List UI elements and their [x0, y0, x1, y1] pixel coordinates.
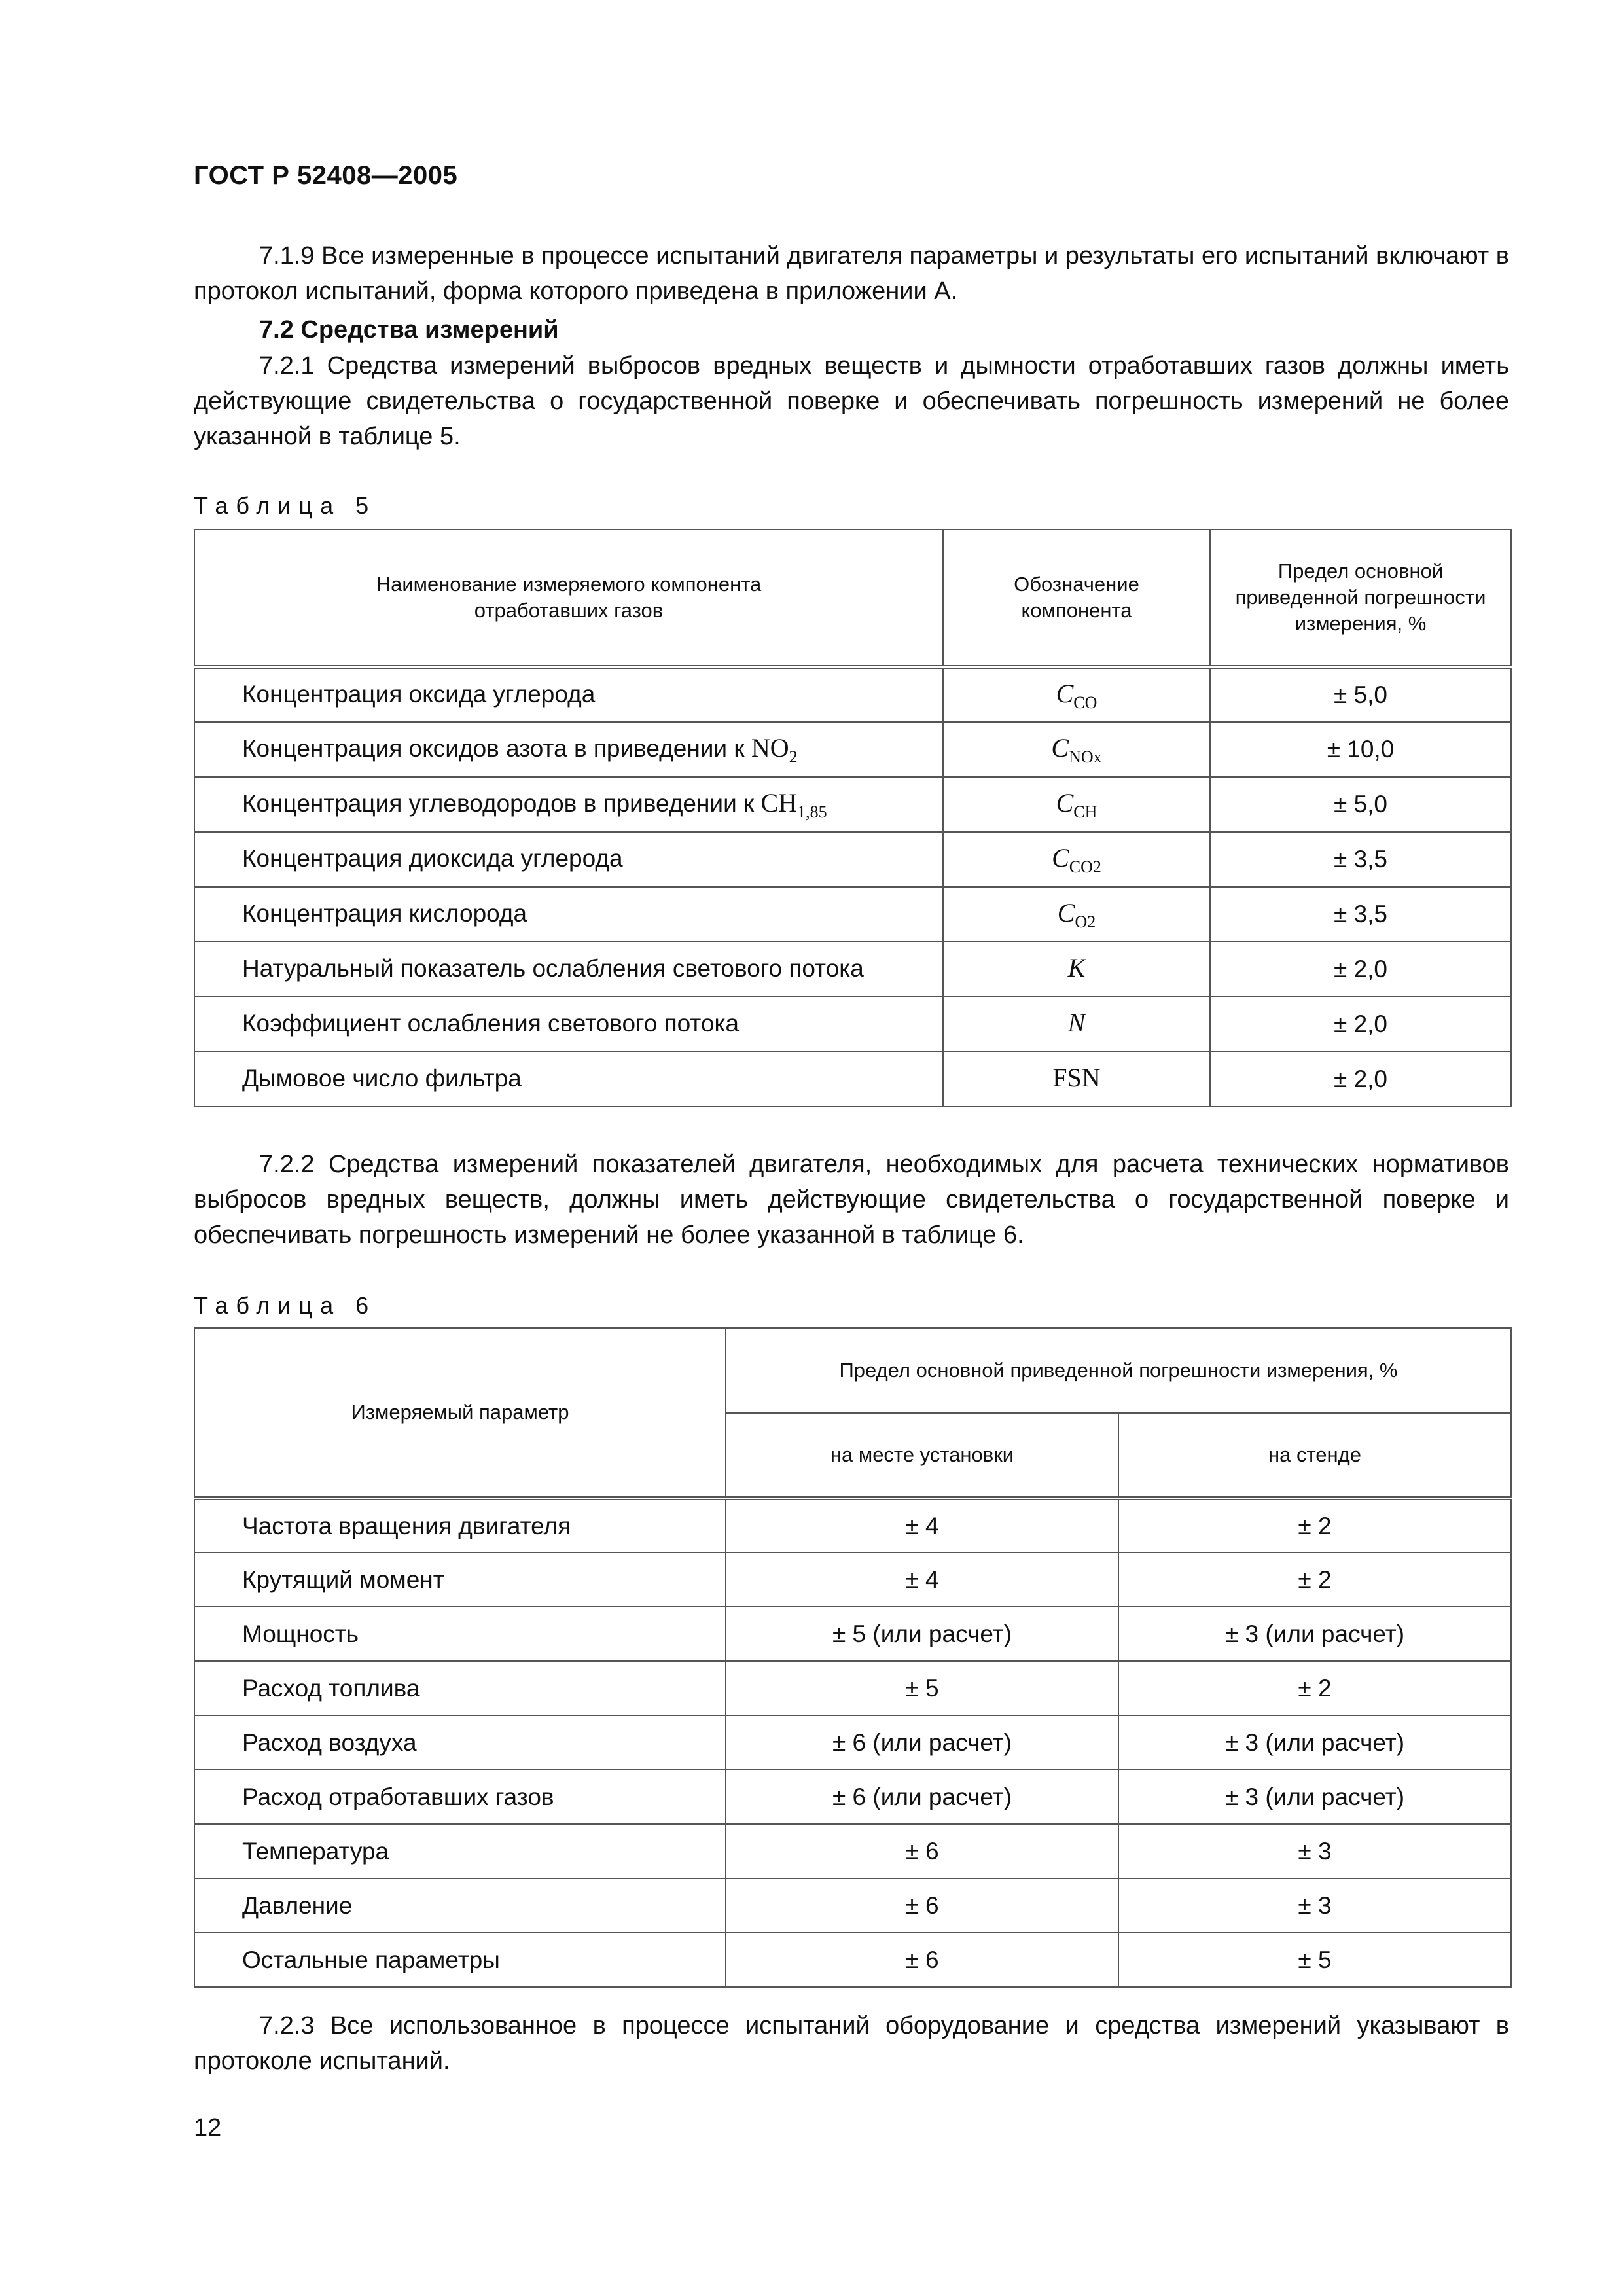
- error-value: ± 2,0: [1210, 1052, 1511, 1107]
- onsite-error-value: ± 6: [726, 1878, 1118, 1933]
- onsite-error-value: ± 6 (или расчет): [726, 1770, 1118, 1824]
- table-5-header-row: [194, 529, 1511, 667]
- component-symbol: $C_{NOx}$: [943, 722, 1210, 777]
- table-row: [194, 667, 1511, 722]
- onsite-error-value: ± 6: [726, 1933, 1118, 1987]
- bench-error-value: ± 3: [1118, 1824, 1511, 1878]
- onsite-error-value: ± 5: [726, 1661, 1118, 1715]
- error-value: ± 5,0: [1210, 667, 1511, 722]
- page-number: 12: [194, 2114, 222, 2142]
- table-5-header-error: Предел основной приведенной погрешности измерения, %: [1210, 529, 1511, 667]
- paragraph-7-2-3-text: 7.2.3 Все использованное в процессе испытаний оборудование и средства измерений указывают в протоколе испытаний.: [194, 2012, 1509, 2075]
- table-row: [194, 1052, 1511, 1107]
- component-name: Концентрация оксида углерода: [194, 667, 943, 722]
- component-symbol: K: [943, 942, 1210, 997]
- table-6-header-bench: на стенде: [1118, 1413, 1511, 1498]
- paragraph-7-2-2: [194, 1147, 1509, 1253]
- paragraph-7-1-9: [194, 238, 1509, 309]
- table-row: [194, 832, 1511, 887]
- bench-error-value: ± 3 (или расчет): [1118, 1770, 1511, 1824]
- component-symbol: $C_{CO2}$: [943, 832, 1210, 887]
- table-row: [194, 1770, 1511, 1824]
- table-row: [194, 1715, 1511, 1770]
- component-symbol: N: [943, 997, 1210, 1052]
- table-row: [194, 1878, 1511, 1933]
- component-symbol: $C_{CO}$: [943, 667, 1210, 722]
- table-row: [194, 1933, 1511, 1987]
- table-row: [194, 887, 1511, 942]
- component-symbol: FSN: [943, 1052, 1210, 1107]
- error-value: ± 2,0: [1210, 942, 1511, 997]
- table-5-header-name: Наименование измеряемого компонента отработавших газов: [194, 529, 943, 667]
- table-6: [194, 1327, 1512, 1988]
- error-value: ± 3,5: [1210, 887, 1511, 942]
- error-value: ± 2,0: [1210, 997, 1511, 1052]
- table-row: [194, 722, 1511, 777]
- paragraph-7-2-3: [194, 2008, 1509, 2079]
- table-5: [194, 529, 1512, 1107]
- onsite-error-value: ± 6: [726, 1824, 1118, 1878]
- table-row: [194, 777, 1511, 832]
- paragraph-7-2-1-text: 7.2.1 Средства измерений выбросов вредных веществ и дымности отработавших газов должны иметь действующие свидетельства о государственной поверке и обеспечивать погрешность измерений не более указанной в таблице 5.: [194, 352, 1509, 450]
- paragraph-7-2-2-text: 7.2.2 Средства измерений показателей двигателя, необходимых для расчета технических нормативов выбросов вредных веществ, должны иметь действующие свидетельства о государственной поверке и обеспечивать погрешность измерений не более указанной в таблице 6.: [194, 1151, 1509, 1249]
- table-row: [194, 1661, 1511, 1715]
- onsite-error-value: ± 4: [726, 1552, 1118, 1607]
- paragraph-7-1-9-text: 7.1.9 Все измеренные в процессе испытаний двигателя параметры и результаты его испытаний включают в протокол испытаний, форма которого приведена в приложении А.: [194, 242, 1509, 305]
- component-symbol: $C_{O2}$: [943, 887, 1210, 942]
- table-row: [194, 1498, 1511, 1552]
- parameter-name: Расход топлива: [194, 1661, 726, 1715]
- table-row: [194, 1824, 1511, 1878]
- bench-error-value: ± 5: [1118, 1933, 1511, 1987]
- table-row: [194, 1552, 1511, 1607]
- table-6-header-row-1: [194, 1328, 1511, 1413]
- table-row: [194, 1607, 1511, 1661]
- table-6-header-param: Измеряемый параметр: [194, 1328, 726, 1498]
- table-6-header-onsite: на месте установки: [726, 1413, 1118, 1498]
- parameter-name: Температура: [194, 1824, 726, 1878]
- bench-error-value: ± 2: [1118, 1552, 1511, 1607]
- document-code: ГОСТ Р 52408—2005: [194, 161, 458, 190]
- onsite-error-value: ± 5 (или расчет): [726, 1607, 1118, 1661]
- section-title-7-2: 7.2 Средства измерений: [259, 316, 559, 344]
- component-name: Коэффициент ослабления светового потока: [194, 997, 943, 1052]
- component-symbol: $C_{CH}$: [943, 777, 1210, 832]
- bench-error-value: ± 2: [1118, 1661, 1511, 1715]
- component-name: Дымовое число фильтра: [194, 1052, 943, 1107]
- onsite-error-value: ± 6 (или расчет): [726, 1715, 1118, 1770]
- parameter-name: Мощность: [194, 1607, 726, 1661]
- parameter-name: Остальные параметры: [194, 1933, 726, 1987]
- chemical-formula: $CH_{1,85}$: [760, 787, 827, 821]
- table-5-header-symbol: Обозначение компонента: [943, 529, 1210, 667]
- bench-error-value: ± 3 (или расчет): [1118, 1715, 1511, 1770]
- bench-error-value: ± 3: [1118, 1878, 1511, 1933]
- table-6-caption: Таблица 6: [194, 1292, 377, 1319]
- component-name: Концентрация углеводородов в приведении к $CH_{1,85}$: [194, 777, 943, 832]
- bench-error-value: ± 2: [1118, 1498, 1511, 1552]
- component-name: Натуральный показатель ослабления светового потока: [194, 942, 943, 997]
- table-row: [194, 997, 1511, 1052]
- component-name: Концентрация кислорода: [194, 887, 943, 942]
- error-value: ± 10,0: [1210, 722, 1511, 777]
- onsite-error-value: ± 4: [726, 1498, 1118, 1552]
- parameter-name: Крутящий момент: [194, 1552, 726, 1607]
- table-row: [194, 942, 1511, 997]
- chemical-formula: $NO_2$: [751, 732, 798, 766]
- parameter-name: Расход воздуха: [194, 1715, 726, 1770]
- component-name: Концентрация диоксида углерода: [194, 832, 943, 887]
- parameter-name: Давление: [194, 1878, 726, 1933]
- table-6-header-group: Предел основной приведенной погрешности измерения, %: [726, 1328, 1511, 1413]
- paragraph-7-2-1: [194, 348, 1509, 454]
- error-value: ± 3,5: [1210, 832, 1511, 887]
- parameter-name: Расход отработавших газов: [194, 1770, 726, 1824]
- parameter-name: Частота вращения двигателя: [194, 1498, 726, 1552]
- error-value: ± 5,0: [1210, 777, 1511, 832]
- component-name: Концентрация оксидов азота в приведении к $NO_2$: [194, 722, 943, 777]
- table-5-caption: Таблица 5: [194, 492, 377, 519]
- bench-error-value: ± 3 (или расчет): [1118, 1607, 1511, 1661]
